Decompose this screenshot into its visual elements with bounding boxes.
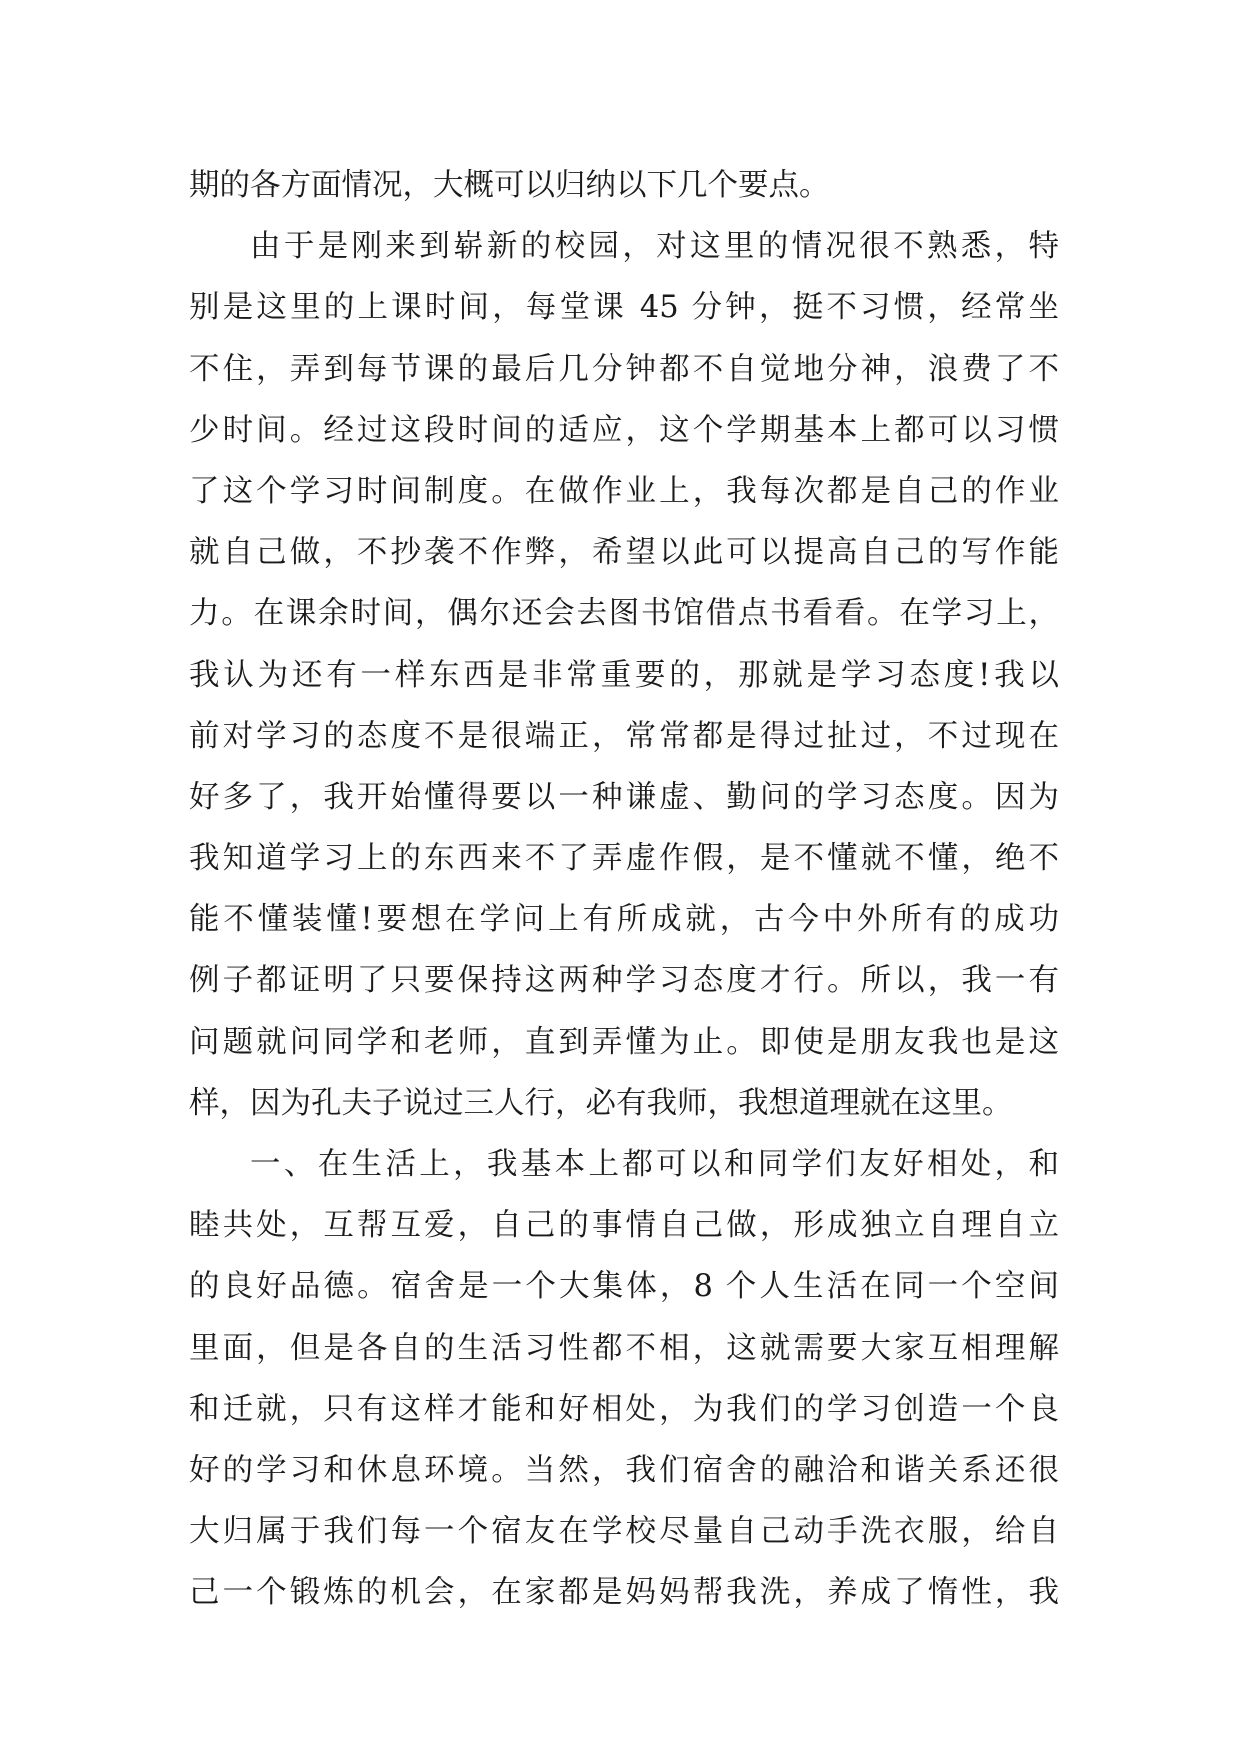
text-line: 好多了，我开始懂得要以一种谦虚、勤问的学习态度。因为 — [189, 779, 1059, 815]
text-line: 己一个锻炼的机会，在家都是妈妈帮我洗，养成了惰性，我 — [189, 1575, 1059, 1611]
text-line: 力。在课余时间，偶尔还会去图书馆借点书看看。在学习上， — [189, 596, 1059, 632]
text-line: 我认为还有一样东西是非常重要的，那就是学习态度!我以 — [189, 657, 1059, 693]
text-line: 和迁就，只有这样才能和好相处，为我们的学习创造一个良 — [189, 1391, 1059, 1427]
text-line: 能不懂装懂!要想在学问上有所成就，古今中外所有的成功 — [189, 902, 1059, 938]
text-line: 别是这里的上课时间，每堂课 45 分钟，挺不习惯，经常坐 — [189, 290, 1059, 326]
text-line: 前对学习的态度不是很端正，常常都是得过扯过，不过现在 — [189, 718, 1059, 754]
body-text — [189, 155, 1059, 1624]
text-line: 好的学习和休息环境。当然，我们宿舍的融洽和谐关系还很 — [189, 1452, 1059, 1488]
text-line: 问题就问同学和老师，直到弄懂为止。即使是朋友我也是这 — [189, 1024, 1059, 1060]
text-line: 了这个学习时间制度。在做作业上，我每次都是自己的作业 — [189, 473, 1059, 509]
text-line: 睦共处，互帮互爱，自己的事情自己做，形成独立自理自立 — [189, 1208, 1059, 1244]
text-line: 的良好品德。宿舍是一个大集体，8 个人生活在同一个空间 — [189, 1269, 1059, 1305]
text-line: 里面，但是各自的生活习性都不相，这就需要大家互相理解 — [189, 1330, 1059, 1366]
text-line: 一、在生活上，我基本上都可以和同学们友好相处，和 — [250, 1147, 1059, 1182]
text-line: 大归属于我们每一个宿友在学校尽量自己动手洗衣服，给自 — [189, 1514, 1059, 1550]
text-line: 少时间。经过这段时间的适应，这个学期基本上都可以习惯 — [189, 412, 1059, 448]
text-line: 期的各方面情况，大概可以归纳以下几个要点。 — [189, 168, 830, 203]
text-line: 由于是刚来到崭新的校园，对这里的情况很不熟悉，特 — [250, 229, 1059, 265]
text-line: 例子都证明了只要保持这两种学习态度才行。所以，我一有 — [189, 963, 1059, 999]
text-line: 样，因为孔夫子说过三人行，必有我师，我想道理就在这里。 — [189, 1085, 1013, 1121]
text-line: 就自己做，不抄袭不作弊，希望以此可以提高自己的写作能 — [189, 535, 1059, 571]
text-line: 我知道学习上的东西来不了弄虚作假，是不懂就不懂，绝不 — [189, 841, 1059, 877]
text-line: 不住，弄到每节课的最后几分钟都不自觉地分神，浪费了不 — [189, 351, 1059, 387]
